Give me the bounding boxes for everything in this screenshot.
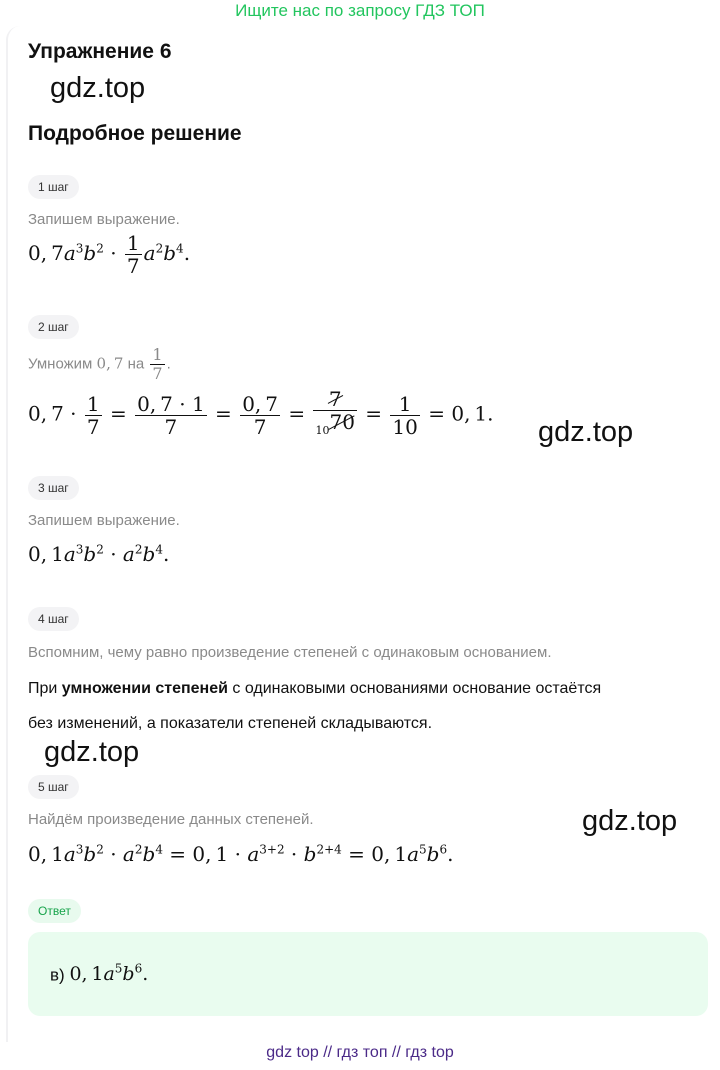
step-note-1: Запишем выражение. [28, 211, 180, 228]
watermark: gdz.top [538, 416, 634, 448]
formula-step-2: 0, 7 · $\frac{1}{7}$ = $\frac{0, 7 \cdot 1}{7}$ = $\frac{0, 7}{7}$ = $\frac{7}{_{10}70}$ = $\frac{1}{10}$ = 0, 1. [28, 387, 494, 439]
step-note-2: Умножим 0, 7 на $\frac{1}{7}$ . [28, 345, 171, 383]
rule-rest: с одинаковыми основаниями основание остаётся [227, 680, 602, 697]
solution-heading: Подробное решение [28, 122, 242, 145]
rule-line-2: без изменений, а показатели степеней складываются. [28, 715, 433, 732]
answer-text: в) 0, $1a^5b^6$. [50, 962, 149, 986]
step-note-5: Найдём произведение данных степеней. [28, 811, 314, 828]
watermark: gdz.top [582, 805, 678, 837]
formula-step-3: 0, $1a^3b^2 \cdot a^2b^4$. [28, 542, 170, 566]
step-note-3: Запишем выражение. [28, 512, 180, 529]
answer-box [28, 932, 708, 1016]
step-badge-3: 3 шаг [28, 476, 79, 500]
rule-prefix: При [28, 680, 62, 697]
formula-step-5: 0, $1a^3b^2 \cdot a^2b^4 = 0$, $1 \cdot a^{3+2} \cdot b^{2+4} = 0$, $1a^5b^6$. [28, 842, 454, 866]
answer-option: в) [50, 965, 65, 985]
answer-badge: Ответ [28, 899, 81, 923]
rule-bold: умножении степеней [61, 680, 228, 697]
rule-line-1 [28, 679, 708, 699]
watermark: gdz.top [44, 736, 140, 768]
footer-links[interactable]: gdz top // гдз топ // гдз top [266, 1044, 454, 1061]
solution-card [6, 26, 720, 1042]
formula-step-1: 0, $7a^3b^2$ · $\frac{1}{7}$ $a^2b^4$. [28, 231, 191, 278]
watermark: gdz.top [50, 72, 146, 104]
step-badge-2: 2 шаг [28, 315, 79, 339]
step-badge-4: 4 шаг [28, 607, 79, 631]
step-badge-5: 5 шаг [28, 775, 79, 799]
step-badge-1: 1 шаг [28, 175, 79, 199]
top-banner[interactable]: Ищите нас по запросу ГДЗ ТОП [235, 1, 485, 20]
step-note-4: Вспомним, чему равно произведение степеней с одинаковым основанием. [28, 644, 552, 661]
exercise-title: Упражнение 6 [28, 40, 172, 63]
step-note-2-mid: на [127, 355, 145, 373]
step-note-2-text: Умножим [28, 355, 93, 373]
